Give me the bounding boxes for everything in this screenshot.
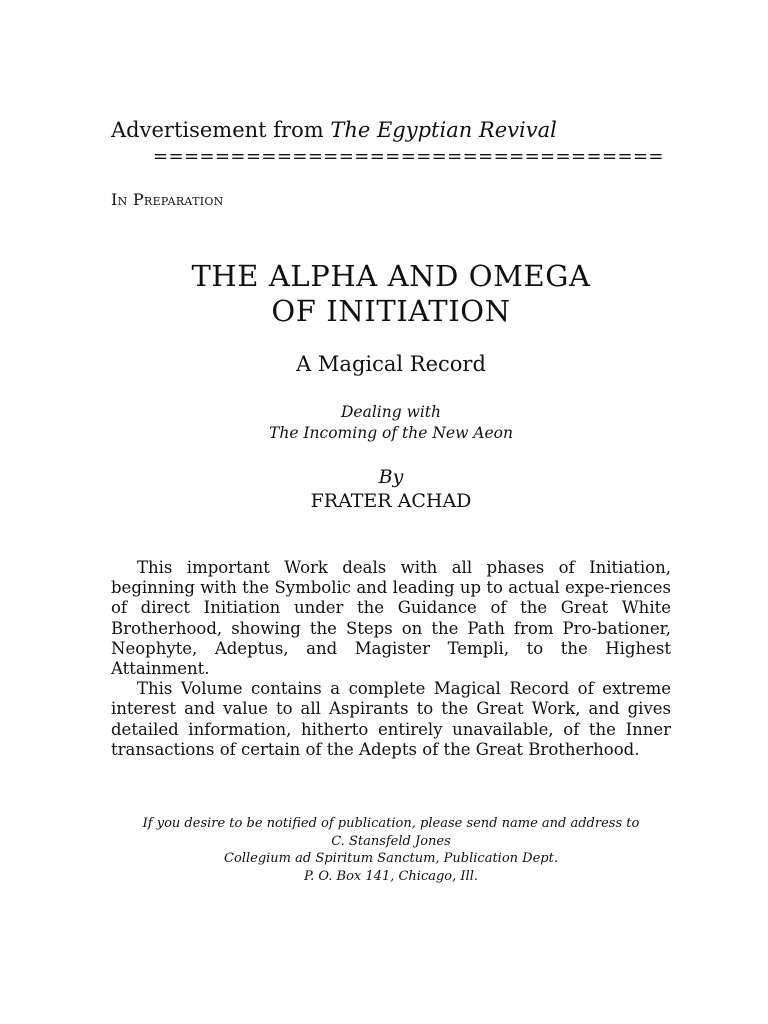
header-prefix: Advertisement from — [111, 118, 331, 142]
notice-line-1: If you desire to be notified of publication, please send name and address to — [142, 816, 640, 831]
by-label: By — [378, 466, 404, 488]
description-paragraph-1: This important Work deals with all phases of Initiation, beginning with the Symbolic and leading up to actual expe-riences of direct Initiation under the Guidance of the Great White Brotherhood, showing the Steps on the Path from Pro-bationer, Neophyte, Adeptus, and Magister Templi, to the Highest Attainment. — [111, 558, 671, 679]
advertisement-header — [111, 118, 557, 142]
header-source-title: The Egyptian Revival — [330, 118, 557, 142]
notice-line-2: C. Stansfeld Jones — [331, 833, 451, 849]
book-title-line-2: OF INITIATION — [271, 294, 511, 328]
description-body — [111, 558, 671, 760]
book-title-line-1: THE ALPHA AND OMEGA — [191, 259, 591, 293]
dealing-line-2: The Incoming of the New Aeon — [269, 424, 513, 442]
section-label: In Preparation — [111, 190, 224, 209]
notification-notice — [0, 815, 768, 885]
dealing-line-1: Dealing with — [340, 403, 442, 421]
notice-line-3: Collegium ad Spiritum Sanctum, Publication Dept. — [224, 851, 558, 866]
book-subtitle: A Magical Record — [296, 352, 486, 376]
description-paragraph-2: This Volume contains a complete Magical Record of extreme interest and value to all Aspirants to the Great Work, and gives detailed information, hitherto entirely unavailable, of the Inner transactions of certain of the Adepts of the Great Brotherhood. — [111, 679, 671, 759]
notice-line-4: P. O. Box 141, Chicago, Ill. — [304, 868, 478, 884]
header-rule: ================================= — [153, 146, 664, 167]
author-name: FRATER ACHAD — [310, 490, 472, 512]
